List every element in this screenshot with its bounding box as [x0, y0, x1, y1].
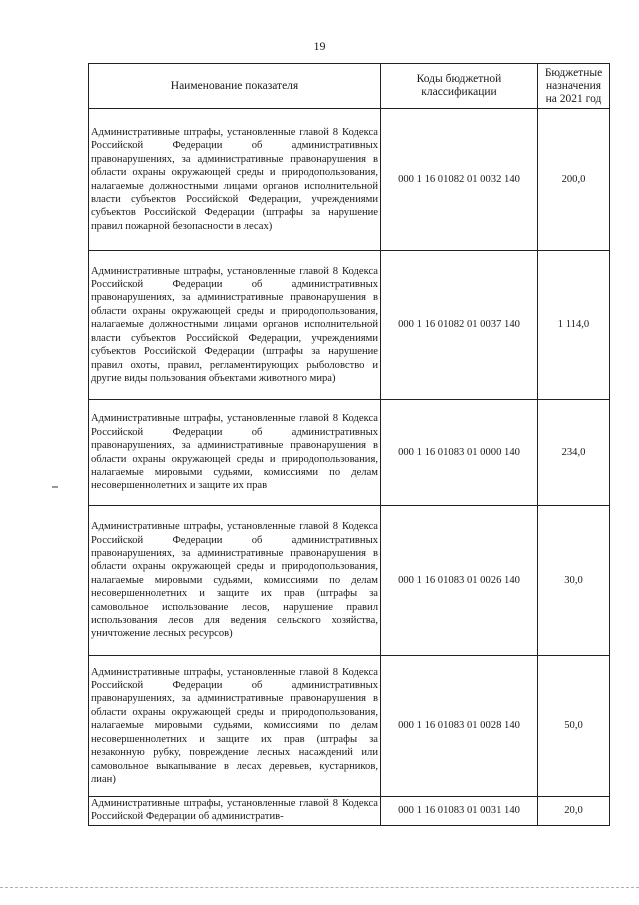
table-header-row: [89, 64, 610, 109]
header-budget-amount: Бюджетные назначения на 2021 год: [538, 64, 610, 109]
table-row: [89, 656, 610, 797]
classification-code: 000 1 16 01083 01 0031 140: [381, 797, 538, 826]
classification-code: 000 1 16 01083 01 0028 140: [381, 656, 538, 797]
budget-amount: 20,0: [538, 797, 610, 826]
budget-amount: 234,0: [538, 400, 610, 506]
indicator-name: Административные штрафы, установленные главой 8 Кодекса Российской Федерации об административных правонарушениях, за административные правонарушения в области охраны окружающей среды и природопользования, налагаемые мировыми судьями, комиссиями по делам несовершеннолетних и защите их прав: [89, 400, 381, 506]
table-row: [89, 400, 610, 506]
page-number: 19: [313, 39, 326, 53]
budget-table: [88, 63, 610, 826]
table-row: [89, 109, 610, 251]
indicator-name-text: Административные штрафы, установленные главой 8 Кодекса Российской Федерации об административ-: [91, 798, 378, 823]
indicator-name: Административные штрафы, установленные главой 8 Кодекса Российской Федерации об административных правонарушениях, за административные правонарушения в области охраны окружающей среды и природопользования, налагаемые должностными лицами органов исполнительной власти субъектов Российской Федерации, учреждениями субъектов Российской Федерации (штрафы за нарушение правил пожарной безопасности в лесах): [89, 109, 381, 251]
indicator-name: Административные штрафы, установленные главой 8 Кодекса Российской Федерации об административных правонарушениях, за административные правонарушения в области охраны окружающей среды и природопользования, налагаемые мировыми судьями, комиссиями по делам несовершеннолетних и защите их прав (штрафы за самовольное использование лесов, нарушение правил использования лесов для ведения сельского хозяйства, уничтожение лесных ресурсов): [89, 506, 381, 656]
scan-speck: [52, 486, 58, 488]
scan-edge-line: [0, 887, 639, 888]
indicator-name: [89, 797, 381, 826]
classification-code: 000 1 16 01082 01 0037 140: [381, 251, 538, 400]
classification-code: 000 1 16 01083 01 0000 140: [381, 400, 538, 506]
budget-amount: 1 114,0: [538, 251, 610, 400]
budget-amount: 30,0: [538, 506, 610, 656]
budget-amount: 200,0: [538, 109, 610, 251]
indicator-name: Административные штрафы, установленные главой 8 Кодекса Российской Федерации об административных правонарушениях, за административные правонарушения в области охраны окружающей среды и природопользования, налагаемые мировыми судьями, комиссиями по делам несовершеннолетних и защите их прав (штрафы за незаконную рубку, повреждение лесных насаждений или самовольное выкапывание в лесах деревьев, кустарников, лиан): [89, 656, 381, 797]
header-indicator-name: Наименование показателя: [89, 64, 381, 109]
table-row: [89, 797, 610, 826]
table-row: [89, 251, 610, 400]
header-classification-code: Коды бюджетной классификации: [381, 64, 538, 109]
classification-code: 000 1 16 01082 01 0032 140: [381, 109, 538, 251]
indicator-name: Административные штрафы, установленные главой 8 Кодекса Российской Федерации об административных правонарушениях, за административные правонарушения в области охраны окружающей среды и природопользования, налагаемые должностными лицами органов исполнительной власти субъектов Российской Федерации, учреждениями субъектов Российской Федерации (штрафы за нарушение правил охоты, правил, регламентирующих рыболовство и другие виды пользования объектами животного мира): [89, 251, 381, 400]
budget-amount: 50,0: [538, 656, 610, 797]
classification-code: 000 1 16 01083 01 0026 140: [381, 506, 538, 656]
table-row: [89, 506, 610, 656]
